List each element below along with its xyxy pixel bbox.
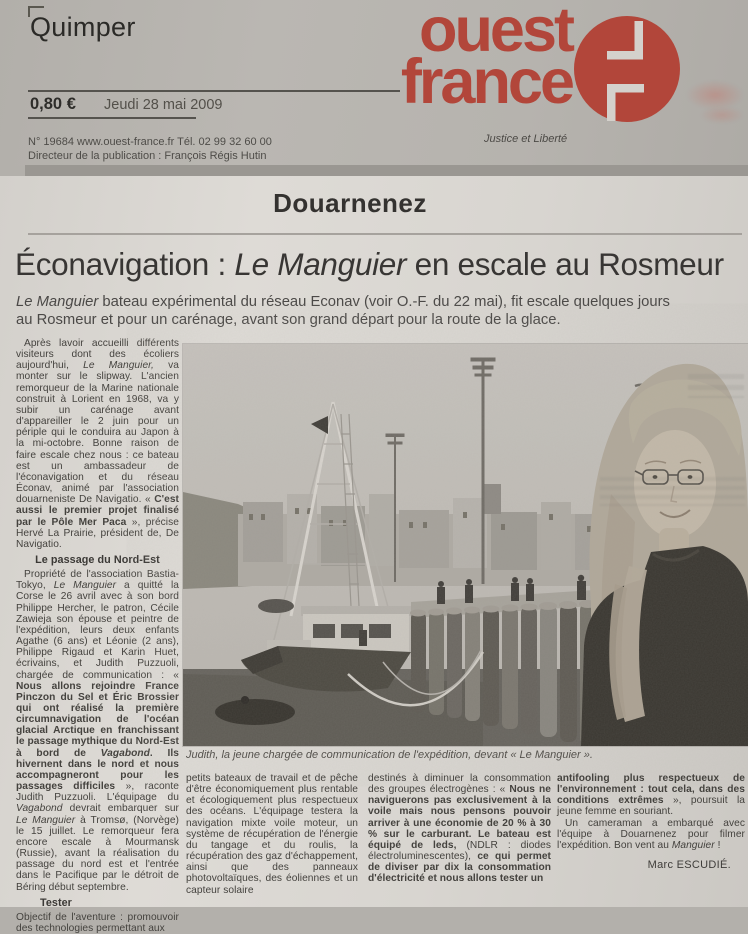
body-column-1 (16, 338, 180, 934)
rule (28, 233, 742, 235)
article-page (0, 176, 748, 934)
paragraph: Propriété de l'association Bastia-Tokyo, Le Manguier a quitté la Corse le 26 avril avec à son bord Philippe Hercher, le patron, Cécile Zawieja son épouse et peintre de l'expédition, leurs deux enfants Agathe (6 ans) et Léonie (2 ans), Philippe Rigaud et Karin Huet, écrivains, et Judith Puzzuoli, chargée de communication : « Nous allons rejoindre France Pinczon du Sel et Éric Brossier qui ont réalisé la première circumnavigation de l'océan glacial Arctique en franchissant le passage mythique du Nord-Est à bord de Vagabond. Ils hivernent dans le nord et nous accompagneront pour les passages difficiles », raconte Judith Puzzuoli. L'équipage du Vagabond devrait embarquer sur Le Manguier à Tromsø, (Norvège) le 15 juillet. Le remorqueur fera encore escale à Mourmansk (Russie), avant la réalisation du passage du nord est et l'entrée dans le Pacifique par le détroit de Béring début septembre. (16, 569, 180, 893)
byline: Marc ESCUDIÉ. (647, 859, 731, 872)
column-subhead: Tester (40, 896, 72, 909)
issue-date: Jeudi 28 mai 2009 (104, 97, 223, 113)
article-standfirst: Le Manguier bateau expérimental du réseau Econav (voir O.-F. du 22 mai), fit escale quelques jours au Rosmeur et pour un carénage, avant son grand départ pour la route de la glace. (16, 294, 670, 328)
rule (28, 90, 400, 92)
body-column-4 (557, 773, 745, 907)
motto: Justice et Liberté (484, 133, 568, 145)
logo-line-france: france (400, 47, 572, 117)
column-subhead: Le passage du Nord-Est (35, 553, 160, 566)
paragraph: Objectif de l'aventure : promouvoir des technologies permettant aux (16, 911, 179, 934)
director-line: Directeur de la publication : François Régis Hutin (28, 150, 267, 162)
paragraph: Après lavoir accueilli différents visiteurs dont des écoliers aujourd'hui, Le Manguier, va monter sur le slipway. L'ancien remorqueur de la Marine nationale construit à Lorient en 1968, va y subir un carénage avant d'appareiller le 2 juin pour un périple qui le conduira au Japon à la mi-octobre. Bonne raison de faire escale chez nous : ce bateau est un ambassadeur de l'éconavigation et du réseau Éconav, animé par l'association douarneniste De Navigatio. « C'est aussi le premier projet finalisé par le Pôle Mer Paca », précise Hervé La Prairie, président de, De Navigatio. (16, 338, 179, 550)
paragraph: antifooling plus respectueux de l'environnement : tout cela, dans des conditions extrêmes », poursuit la jeune femme en souriant. (557, 773, 745, 818)
paragraph: destinés à diminuer la consommation des groupes électrogènes : « Nous ne naviguerons pas exclusivement à la voile mais nous pensons pouvoir arriver à une économie de 20 % à 30 % sur le carburant. Le bateau est équipé de leds, (NDLR : diodes électroluminescentes), ce qui permet de diviser par dix la consommation d'électricité et nous allons tester un (368, 773, 552, 885)
fold-shadow (25, 165, 748, 176)
harbor-photo (183, 344, 748, 746)
paragraph: petits bateaux de travail et de pêche d'être économiquement plus rentable et écologiquement plus respectueux des océans. L'équipage testera la navigation mixte voile moteur, un système de récupération de l'énergie du tangage et du roulis, la récupération des gaz d'échappement, ainsi que des panneaux photovoltaïques, des éoliennes et un capteur solaire (186, 773, 358, 896)
issue-number-line: N° 19684 www.ouest-france.fr Tél. 02 99 32 60 00 (28, 136, 272, 148)
edition-label: Quimper (30, 12, 136, 42)
body-column-3 (368, 773, 551, 907)
photo-caption: Judith, la jeune chargée de communication de l'expédition, devant « Le Manguier ». (186, 749, 593, 761)
body-column-2 (186, 773, 358, 907)
ouest-france-logo-text (400, 0, 572, 117)
section-title: Douarnenez (273, 188, 427, 218)
grain-overlay (183, 344, 748, 746)
crop-mark (28, 6, 44, 8)
masthead (0, 0, 748, 166)
price: 0,80 € (30, 95, 76, 113)
rule (28, 117, 196, 119)
ouest-france-logo-icon (574, 16, 680, 122)
article-headline: Éconavigation : Le Manguier en escale au Rosmeur (15, 246, 724, 282)
paragraph: Un cameraman a embarqué avec l'équipe à Douarnenez pour filmer l'expédition. Bon vent au Manguier ! (557, 817, 745, 851)
logo-line-ouest: ouest (418, 0, 572, 65)
